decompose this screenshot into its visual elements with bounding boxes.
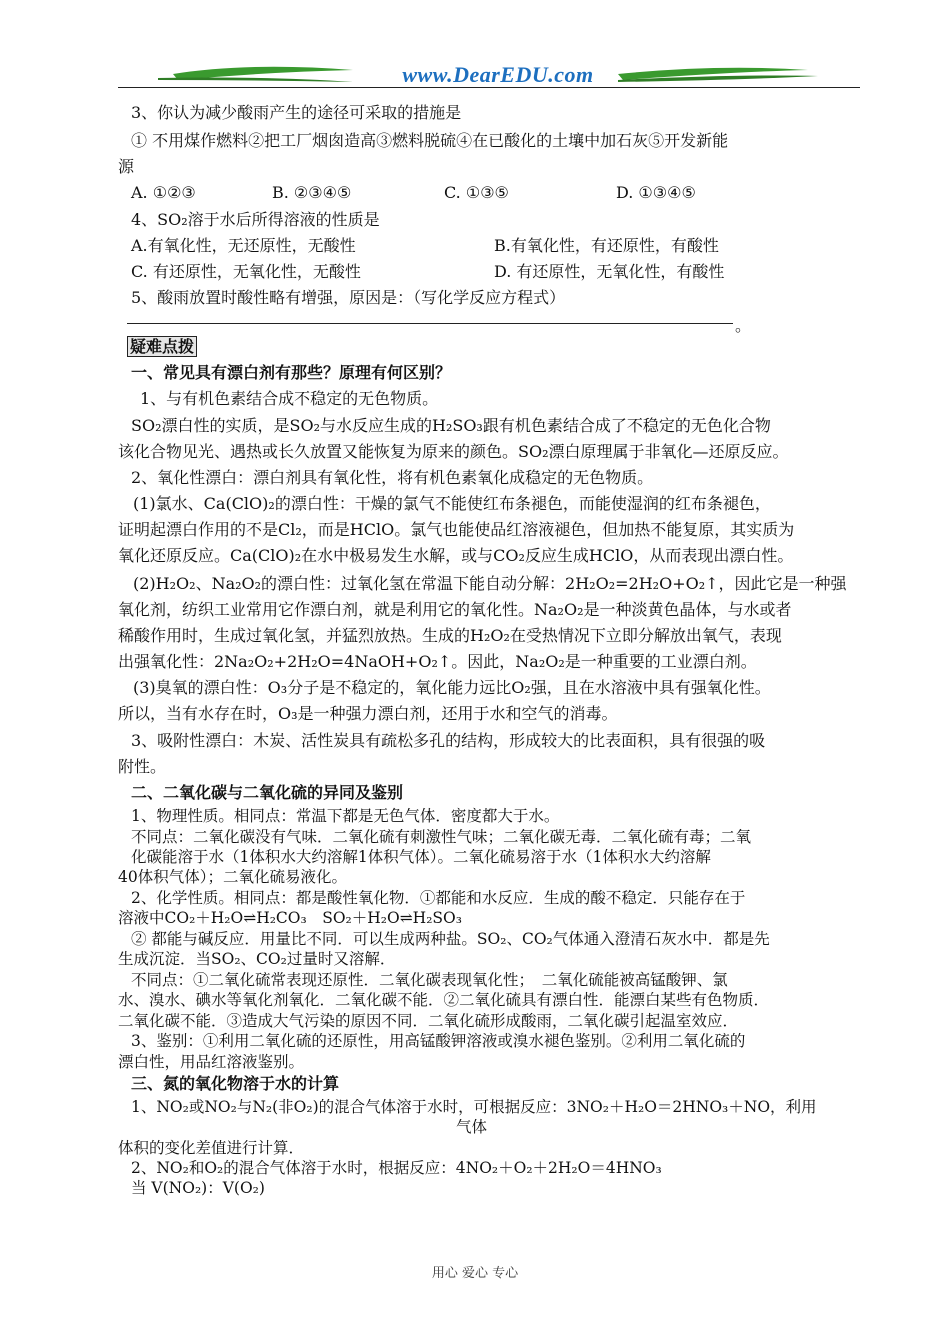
q4-option-d: D. 有还原性，无氧化性，有酸性 (494, 262, 725, 281)
paragraph-line: 体积的变化差值进行计算． (118, 1139, 305, 1157)
paragraph-line: 化碳能溶于水（1体积水大约溶解1体积气体）。二氧化硫易溶于水（1体积水大约溶解 (131, 848, 711, 866)
option-c: C. ①③⑤ (444, 183, 509, 202)
paragraph-line: 不同点：①二氧化硫常表现还原性．二氧化碳表现氧化性； 二氧化硫能被高锰酸钾、氯 (131, 971, 728, 989)
q4-option-c: C. 有还原性，无氧化性，无酸性 (131, 262, 361, 281)
paragraph-line: 3、吸附性漂白：木炭、活性炭具有疏松多孔的结构，形成较大的比表面积，具有很强的吸 (131, 731, 766, 750)
equation-line: 溶液中CO₂＋H₂O⇌H₂CO₃ SO₂＋H₂O⇌H₂SO₃ (118, 909, 462, 927)
section-1-title: 一、常见具有漂白剂有那些？原理有何区别？ (131, 363, 452, 382)
site-logo-text[interactable]: www.DearEDU.com (402, 62, 594, 87)
q4-option-a: A.有氧化性，无还原性，无酸性 (131, 236, 356, 255)
paragraph-line: 2、化学性质。相同点：都是酸性氧化物．①都能和水反应．生成的酸不稳定．只能存在于 (131, 889, 746, 907)
paragraph-line: 1、物理性质。相同点：常温下都是无色气体．密度都大于水。 (131, 807, 560, 825)
paragraph-line: ② 都能与碱反应．用量比不同．可以生成两种盐。SO₂、CO₂气体通入澄清石灰水中．都是先 (131, 930, 770, 948)
question-3-statement-cont: 源 (118, 157, 135, 176)
paragraph-line: 3、鉴别：①利用二氧化硫的还原性，用高锰酸钾溶液或溴水褪色鉴别。②利用二氧化硫的 (131, 1032, 746, 1050)
option-a: A. ①②③ (131, 183, 196, 202)
paragraph-line: 2、氧化性漂白：漂白剂具有氧化性，将有机色素氧化成稳定的无色物质。 (131, 468, 654, 487)
paragraph-line: 氧化剂，纺织工业常用它作漂白剂，就是利用它的氧化性。Na₂O₂是一种淡黄色晶体，与水或者 (118, 600, 792, 619)
answer-blank-line (127, 323, 733, 324)
paragraph-line: 当 V(NO₂)：V(O₂) (131, 1179, 265, 1197)
section-3-title: 三、氮的氧化物溶于水的计算 (131, 1074, 340, 1093)
paragraph-line: 出强氧化性：2Na₂O₂+2H₂O=4NaOH+O₂↑。因此，Na₂O₂是一种重要的工业漂白剂。 (118, 652, 757, 671)
option-b: B. ②③④⑤ (272, 183, 352, 202)
paragraph-line: 漂白性，用品红溶液鉴别。 (118, 1053, 305, 1071)
q4-option-b: B.有氧化性，有还原性，有酸性 (494, 236, 719, 255)
paragraph-line: 水、溴水、碘水等氧化剂氧化．二氧化碳不能．②二氧化硫具有漂白性．能漂白某些有色物质． (118, 991, 770, 1009)
paragraph-line: 所以，当有水存在时，O₃是一种强力漂白剂，还用于水和空气的消毒。 (118, 704, 618, 723)
answer-blank-period: 。 (735, 316, 752, 335)
paragraph-line: 1、与有机色素结合成不稳定的无色物质。 (140, 389, 439, 408)
paragraph-line: 该化合物见光、遇热或长久放置又能恢复为原来的颜色。SO₂漂白原理属于非氧化—还原反应。 (118, 442, 789, 461)
paragraph-line: (3)臭氧的漂白性：O₃分子是不稳定的，氧化能力远比O₂强，且在水溶液中具有强氧化性。 (133, 678, 771, 697)
paragraph-line: 附性。 (118, 757, 167, 776)
paragraph-line: 二氧化碳不能．③造成大气污染的原因不同．二氧化硫形成酸雨，二氧化碳引起温室效应． (118, 1012, 739, 1030)
section-2-title: 二、二氧化碳与二氧化硫的异同及鉴别 (131, 783, 404, 802)
paragraph-line: 证明起漂白作用的不是Cl₂，而是HClO。氯气也能使品红溶液褪色，但加热不能复原，其实质为 (118, 520, 795, 539)
header-rule (118, 87, 860, 88)
paragraph-line: 40体积气体）；二氧化硫易液化。 (118, 868, 347, 886)
question-5: 5、酸雨放置时酸性略有增强，原因是：（写化学反应方程式） (131, 288, 566, 307)
question-4: 4、SO₂溶于水后所得溶液的性质是 (131, 210, 380, 229)
question-3-statement: ① 不用煤作燃料②把工厂烟囱造高③燃料脱硫④在已酸化的土壤中加石灰⑤开发新能 (131, 131, 729, 150)
page-footer: 用心 爱心 专心 (431, 1266, 519, 1281)
paragraph-line: 2、NO₂和O₂的混合气体溶于水时，根据反应：4NO₂＋O₂＋2H₂O＝4HNO₃ (131, 1159, 662, 1177)
paragraph-line: 不同点：二氧化碳没有气味．二氧化硫有刺激性气味；二氧化碳无毒．二氧化硫有毒；二氧 (131, 828, 752, 846)
paragraph-line: 气体 (456, 1118, 488, 1136)
paragraph-line: (2)H₂O₂、Na₂O₂的漂白性：过氧化氢在常温下能自动分解：2H₂O₂=2H₂O+O₂↑，因此它是一种强 (133, 574, 847, 593)
paragraph-line: 1、NO₂或NO₂与N₂(非O₂)的混合气体溶于水时，可根据反应：3NO₂＋H₂O＝2HNO₃＋NO，利用 (131, 1098, 817, 1116)
paragraph-line: (1)氯水、Ca(ClO)₂的漂白性：干燥的氯气不能使红布条褪色，而能使湿润的红布条褪色， (133, 494, 771, 513)
paragraph-line: 生成沉淀．当SO₂、CO₂过量时又溶解． (118, 950, 396, 968)
page-header (118, 58, 860, 92)
option-d: D. ①③④⑤ (616, 183, 696, 202)
paragraph-line: 氧化还原反应。Ca(ClO)₂在水中极易发生水解，或与CO₂反应生成HClO，从而表现出漂白性。 (118, 546, 794, 565)
section-heading-tips: 疑难点拨 (127, 337, 197, 357)
paragraph-line: SO₂漂白性的实质，是SO₂与水反应生成的H₂SO₃跟有机色素结合成了不稳定的无色化合物 (131, 416, 771, 435)
question-3: 3、你认为减少酸雨产生的途径可采取的措施是 (131, 103, 462, 122)
paragraph-line: 稀酸作用时，生成过氧化氢，并猛烈放热。生成的H₂O₂在受热情况下立即分解放出氧气，表现 (118, 626, 782, 645)
